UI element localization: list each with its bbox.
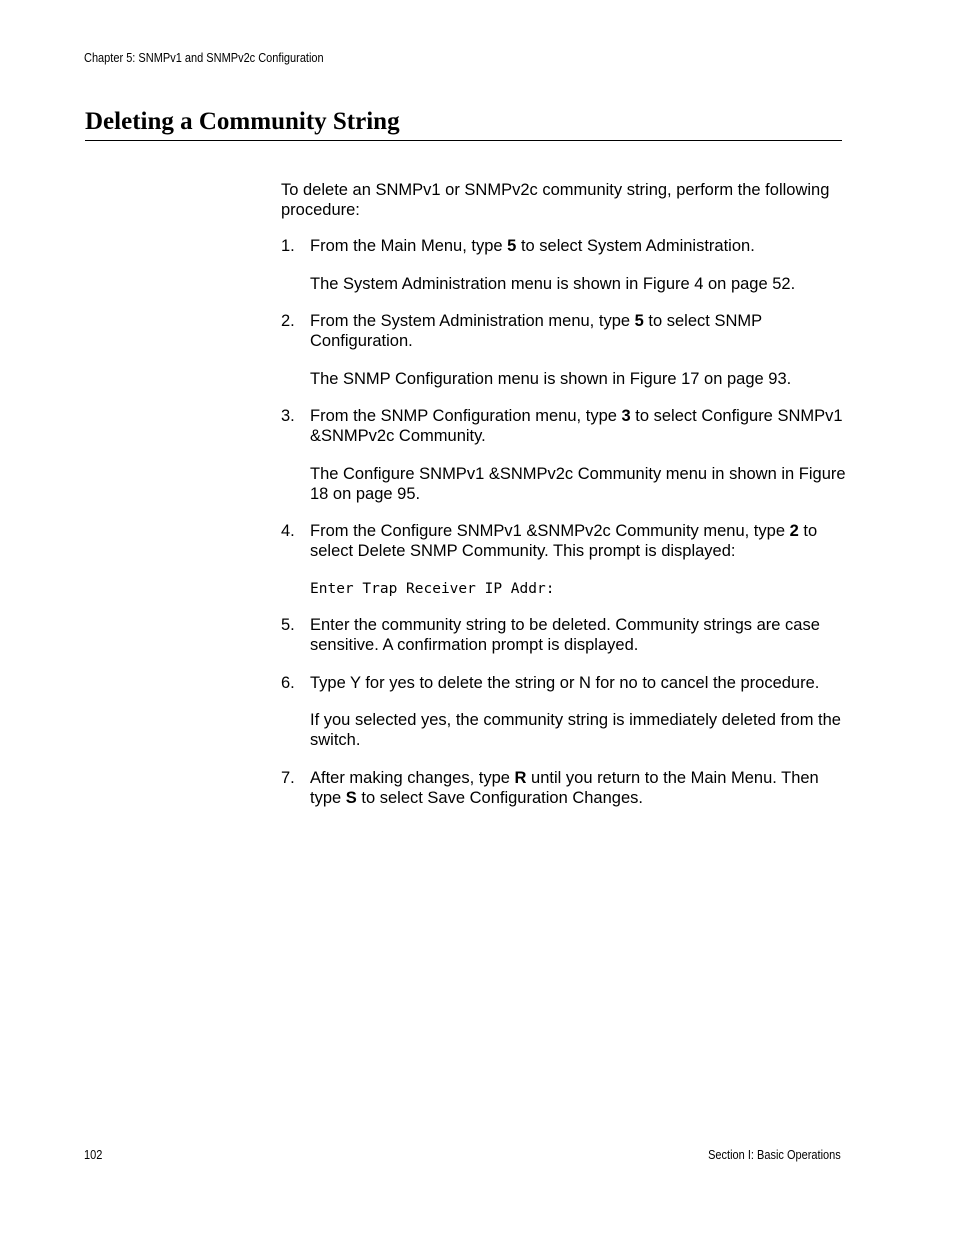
step-text: Type Y for yes to delete the string or N for no to cancel the procedure.	[310, 674, 820, 692]
key-name: 2	[789, 522, 799, 540]
key-name: S	[345, 789, 357, 807]
step-number: 3.	[281, 407, 295, 425]
intro-paragraph: To delete an SNMPv1 or SNMPv2c community string, perform the following procedure:	[281, 181, 830, 219]
step-5	[281, 615, 846, 655]
step-number: 1.	[281, 237, 295, 255]
key-name: 5	[634, 312, 644, 330]
footer-section-name: Section I: Basic Operations	[708, 1148, 841, 1162]
step-text: From the Configure SNMPv1 &SNMPv2c Community menu, type 2 to select Delete SNMP Community. This prompt is displayed:	[310, 522, 818, 560]
page-number: 102	[84, 1148, 103, 1162]
step-2-note: The SNMP Configuration menu is shown in Figure 17 on page 93.	[310, 370, 792, 388]
step-number: 2.	[281, 312, 295, 330]
step-1-note: The System Administration menu is shown in Figure 4 on page 52.	[310, 275, 796, 293]
step-text: From the System Administration menu, type 5 to select SNMP Configuration.	[310, 312, 762, 350]
step-text: After making changes, type R until you return to the Main Menu. Then type S to select Save Configuration Changes.	[310, 769, 819, 807]
key-name: 5	[507, 237, 517, 255]
step-4	[281, 521, 846, 561]
step-6-note: If you selected yes, the community string is immediately deleted from the switch.	[310, 711, 841, 749]
title-rule	[85, 140, 842, 141]
step-6	[281, 673, 846, 693]
section-title: Deleting a Community String	[85, 108, 400, 135]
step-number: 7.	[281, 769, 295, 787]
key-name: 3	[621, 407, 631, 425]
step-text: Enter the community string to be deleted. Community strings are case sensitive. A confirmation prompt is displayed.	[310, 616, 820, 654]
prompt-code: Enter Trap Receiver IP Addr:	[310, 581, 555, 597]
step-text: From the Main Menu, type 5 to select System Administration.	[310, 237, 755, 255]
step-3	[281, 406, 846, 446]
step-7	[281, 768, 846, 808]
step-2	[281, 311, 846, 351]
key-name: R	[514, 769, 527, 787]
step-number: 5.	[281, 616, 295, 634]
step-text: From the SNMP Configuration menu, type 3 to select Configure SNMPv1 &SNMPv2c Community.	[310, 407, 843, 445]
step-number: 6.	[281, 674, 295, 692]
step-number: 4.	[281, 522, 295, 540]
step-1	[281, 236, 846, 256]
step-3-note: The Configure SNMPv1 &SNMPv2c Community menu in shown in Figure 18 on page 95.	[310, 465, 846, 503]
running-header: Chapter 5: SNMPv1 and SNMPv2c Configuration	[84, 51, 324, 65]
